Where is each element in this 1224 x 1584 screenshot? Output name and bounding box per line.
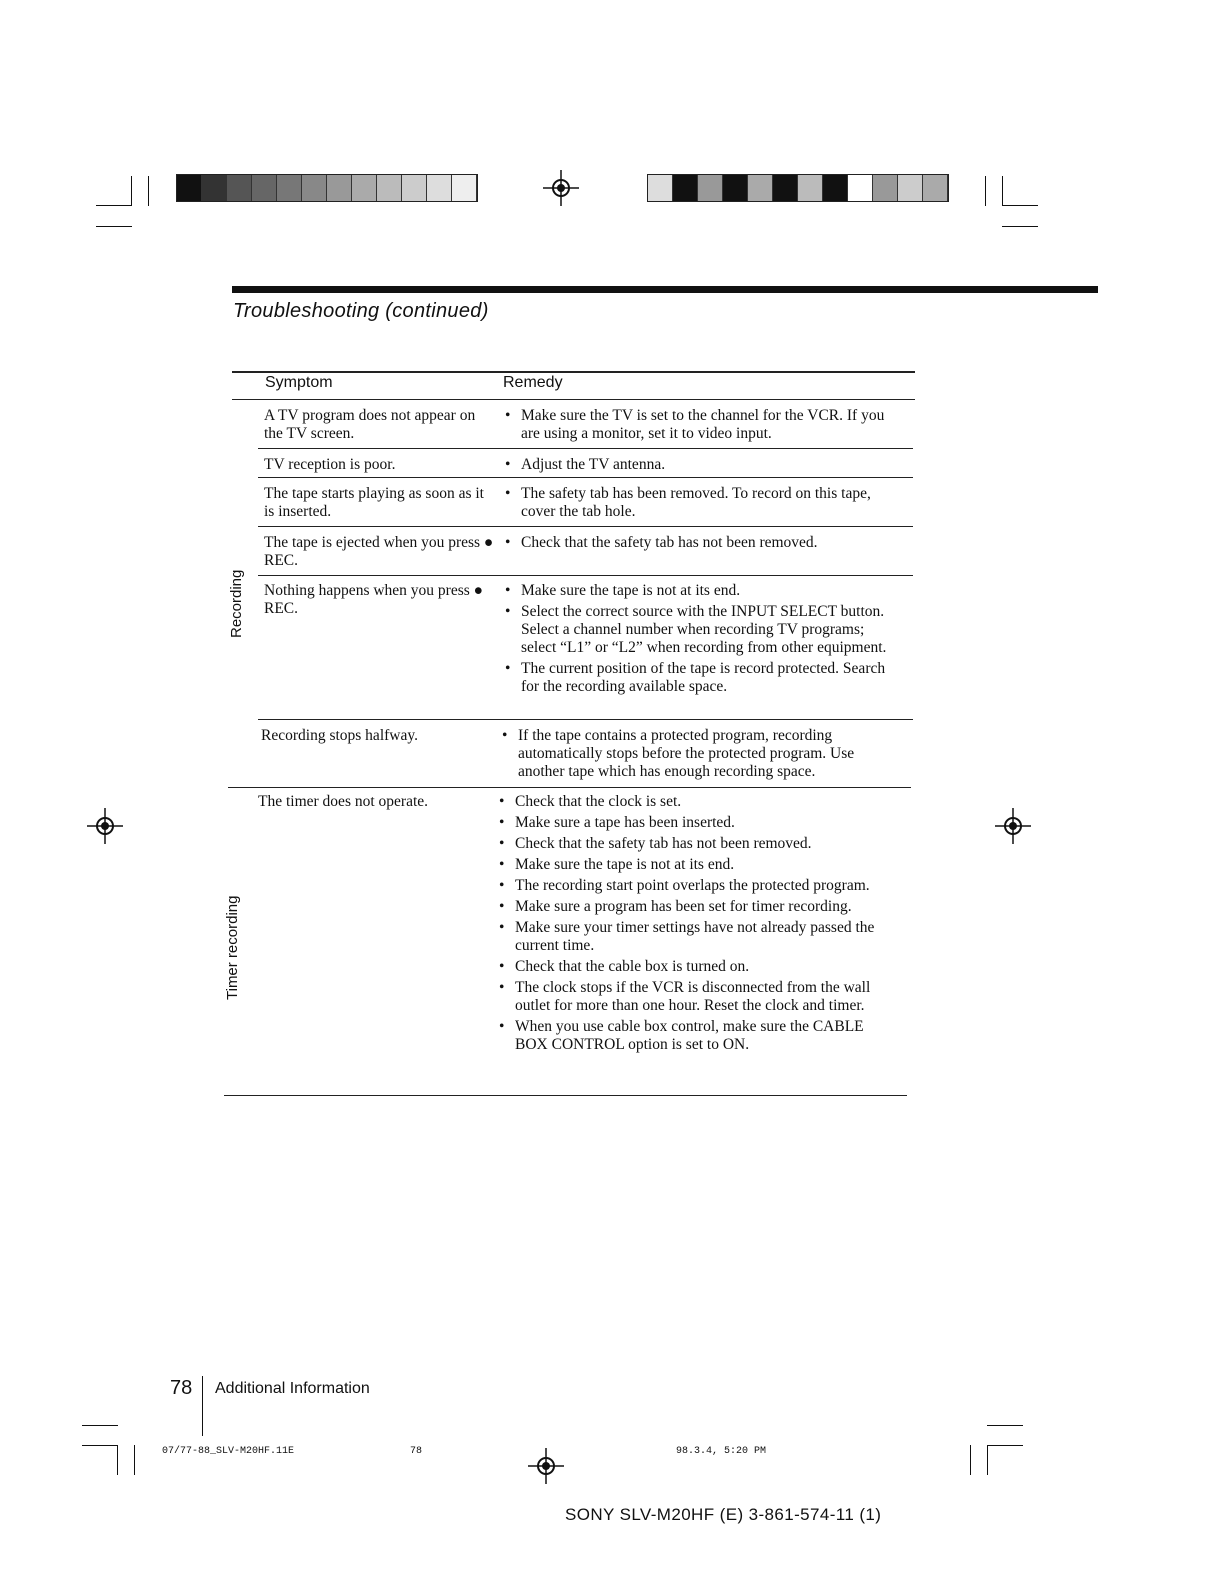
crop-mark (131, 176, 132, 206)
crop-mark (970, 1445, 971, 1475)
remedy-list (503, 534, 903, 555)
remedy-list (503, 485, 903, 524)
remedy-item: • Make sure the TV is set to the channel for the VCR. If you are using a monitor, set it to video input. (503, 407, 903, 443)
remedy-item: • Check that the safety tab has not been removed. (503, 534, 903, 552)
remedy-item: • Make sure a program has been set for timer recording. (497, 898, 897, 916)
symptom-cell: The tape is ejected when you press ● REC. (264, 534, 494, 569)
footer-section-name: Additional Information (215, 1380, 370, 1397)
table-bottom-rule (224, 1095, 907, 1096)
registration-mark-icon (526, 1446, 566, 1486)
crop-mark (117, 1445, 118, 1475)
crop-mark (985, 176, 986, 206)
remedy-list (503, 456, 903, 477)
symptom-cell: The tape starts playing as soon as it is inserted. (264, 485, 484, 520)
row-divider (258, 719, 913, 720)
column-header-remedy: Remedy (503, 374, 563, 391)
crop-mark (987, 1445, 1023, 1446)
row-divider (258, 575, 913, 576)
slug-file: 07/77-88_SLV-M20HF.11E (162, 1446, 295, 1457)
registration-mark-icon (85, 806, 125, 846)
remedy-item: • The current position of the tape is record protected. Search for the recording available space. (503, 660, 903, 696)
remedy-item: • When you use cable box control, make sure the CABLE BOX CONTROL option is set to ON. (497, 1018, 897, 1054)
crop-mark (1002, 226, 1038, 227)
symptom-cell: Nothing happens when you press ● REC. (264, 582, 484, 617)
page-number-divider (202, 1376, 203, 1436)
remedy-item: • If the tape contains a protected program, recording automatically stops before the protected program. Use another tape which has enough recording space. (500, 727, 900, 781)
crop-mark (96, 226, 132, 227)
remedy-item: • Check that the clock is set. (497, 793, 897, 811)
symptom-cell: A TV program does not appear on the TV screen. (264, 407, 476, 442)
model-line: SONY SLV-M20HF (E) 3-861-574-11 (1) (565, 1505, 882, 1524)
column-header-symptom: Symptom (265, 374, 333, 391)
remedy-item: • Make sure the tape is not at its end. (497, 856, 897, 874)
symptom-cell: TV reception is poor. (264, 456, 396, 473)
symptom-cell: The timer does not operate. (258, 793, 429, 810)
crop-mark (82, 1425, 118, 1426)
remedy-list (503, 582, 903, 699)
crop-mark (1002, 205, 1038, 206)
crop-mark (987, 1445, 988, 1475)
remedy-item: • Make sure a tape has been inserted. (497, 814, 897, 832)
remedy-item: • Check that the safety tab has not been removed. (497, 835, 897, 853)
crop-mark (134, 1445, 135, 1475)
slug-date: 98.3.4, 5:20 PM (676, 1446, 767, 1457)
row-divider (258, 477, 913, 478)
remedy-list (500, 727, 900, 784)
remedy-item: • Select the correct source with the INPUT SELECT button. Select a channel number when recording TV programs; select “L1” or “L2” when recording from other equipment. (503, 603, 903, 657)
remedy-item: • The safety tab has been removed. To record on this tape, cover the tab hole. (503, 485, 903, 521)
row-divider (258, 526, 913, 527)
crop-mark (82, 1445, 118, 1446)
slug-page: 78 (410, 1446, 423, 1457)
registration-mark-icon (993, 806, 1033, 846)
section-label-recording: Recording (228, 569, 245, 638)
section-label-timer-recording: Timer recording (224, 895, 241, 1000)
row-divider (258, 448, 913, 449)
section-divider (228, 787, 911, 788)
crop-mark (148, 176, 149, 206)
remedy-item: • Make sure your timer settings have not already passed the current time. (497, 919, 897, 955)
symptom-cell: Recording stops halfway. (261, 727, 418, 744)
remedy-list (503, 407, 903, 446)
header-rule (232, 286, 1098, 293)
remedy-item: • Check that the cable box is turned on. (497, 958, 897, 976)
color-bar-left (176, 174, 478, 202)
crop-mark (987, 1425, 1023, 1426)
registration-mark-icon (541, 168, 581, 208)
crop-mark (96, 205, 132, 206)
remedy-item: • Make sure the tape is not at its end. (503, 582, 903, 600)
header-rule (232, 399, 915, 400)
crop-mark (1002, 176, 1003, 206)
page-title: Troubleshooting (continued) (233, 300, 489, 322)
table-top-rule (232, 371, 915, 373)
remedy-item: • Adjust the TV antenna. (503, 456, 903, 474)
remedy-item: • The clock stops if the VCR is disconnected from the wall outlet for more than one hour. Reset the clock and timer. (497, 979, 897, 1015)
remedy-item: • The recording start point overlaps the protected program. (497, 877, 897, 895)
remedy-list (497, 793, 897, 1057)
page-number: 78 (170, 1377, 193, 1399)
color-bar-right (647, 174, 949, 202)
